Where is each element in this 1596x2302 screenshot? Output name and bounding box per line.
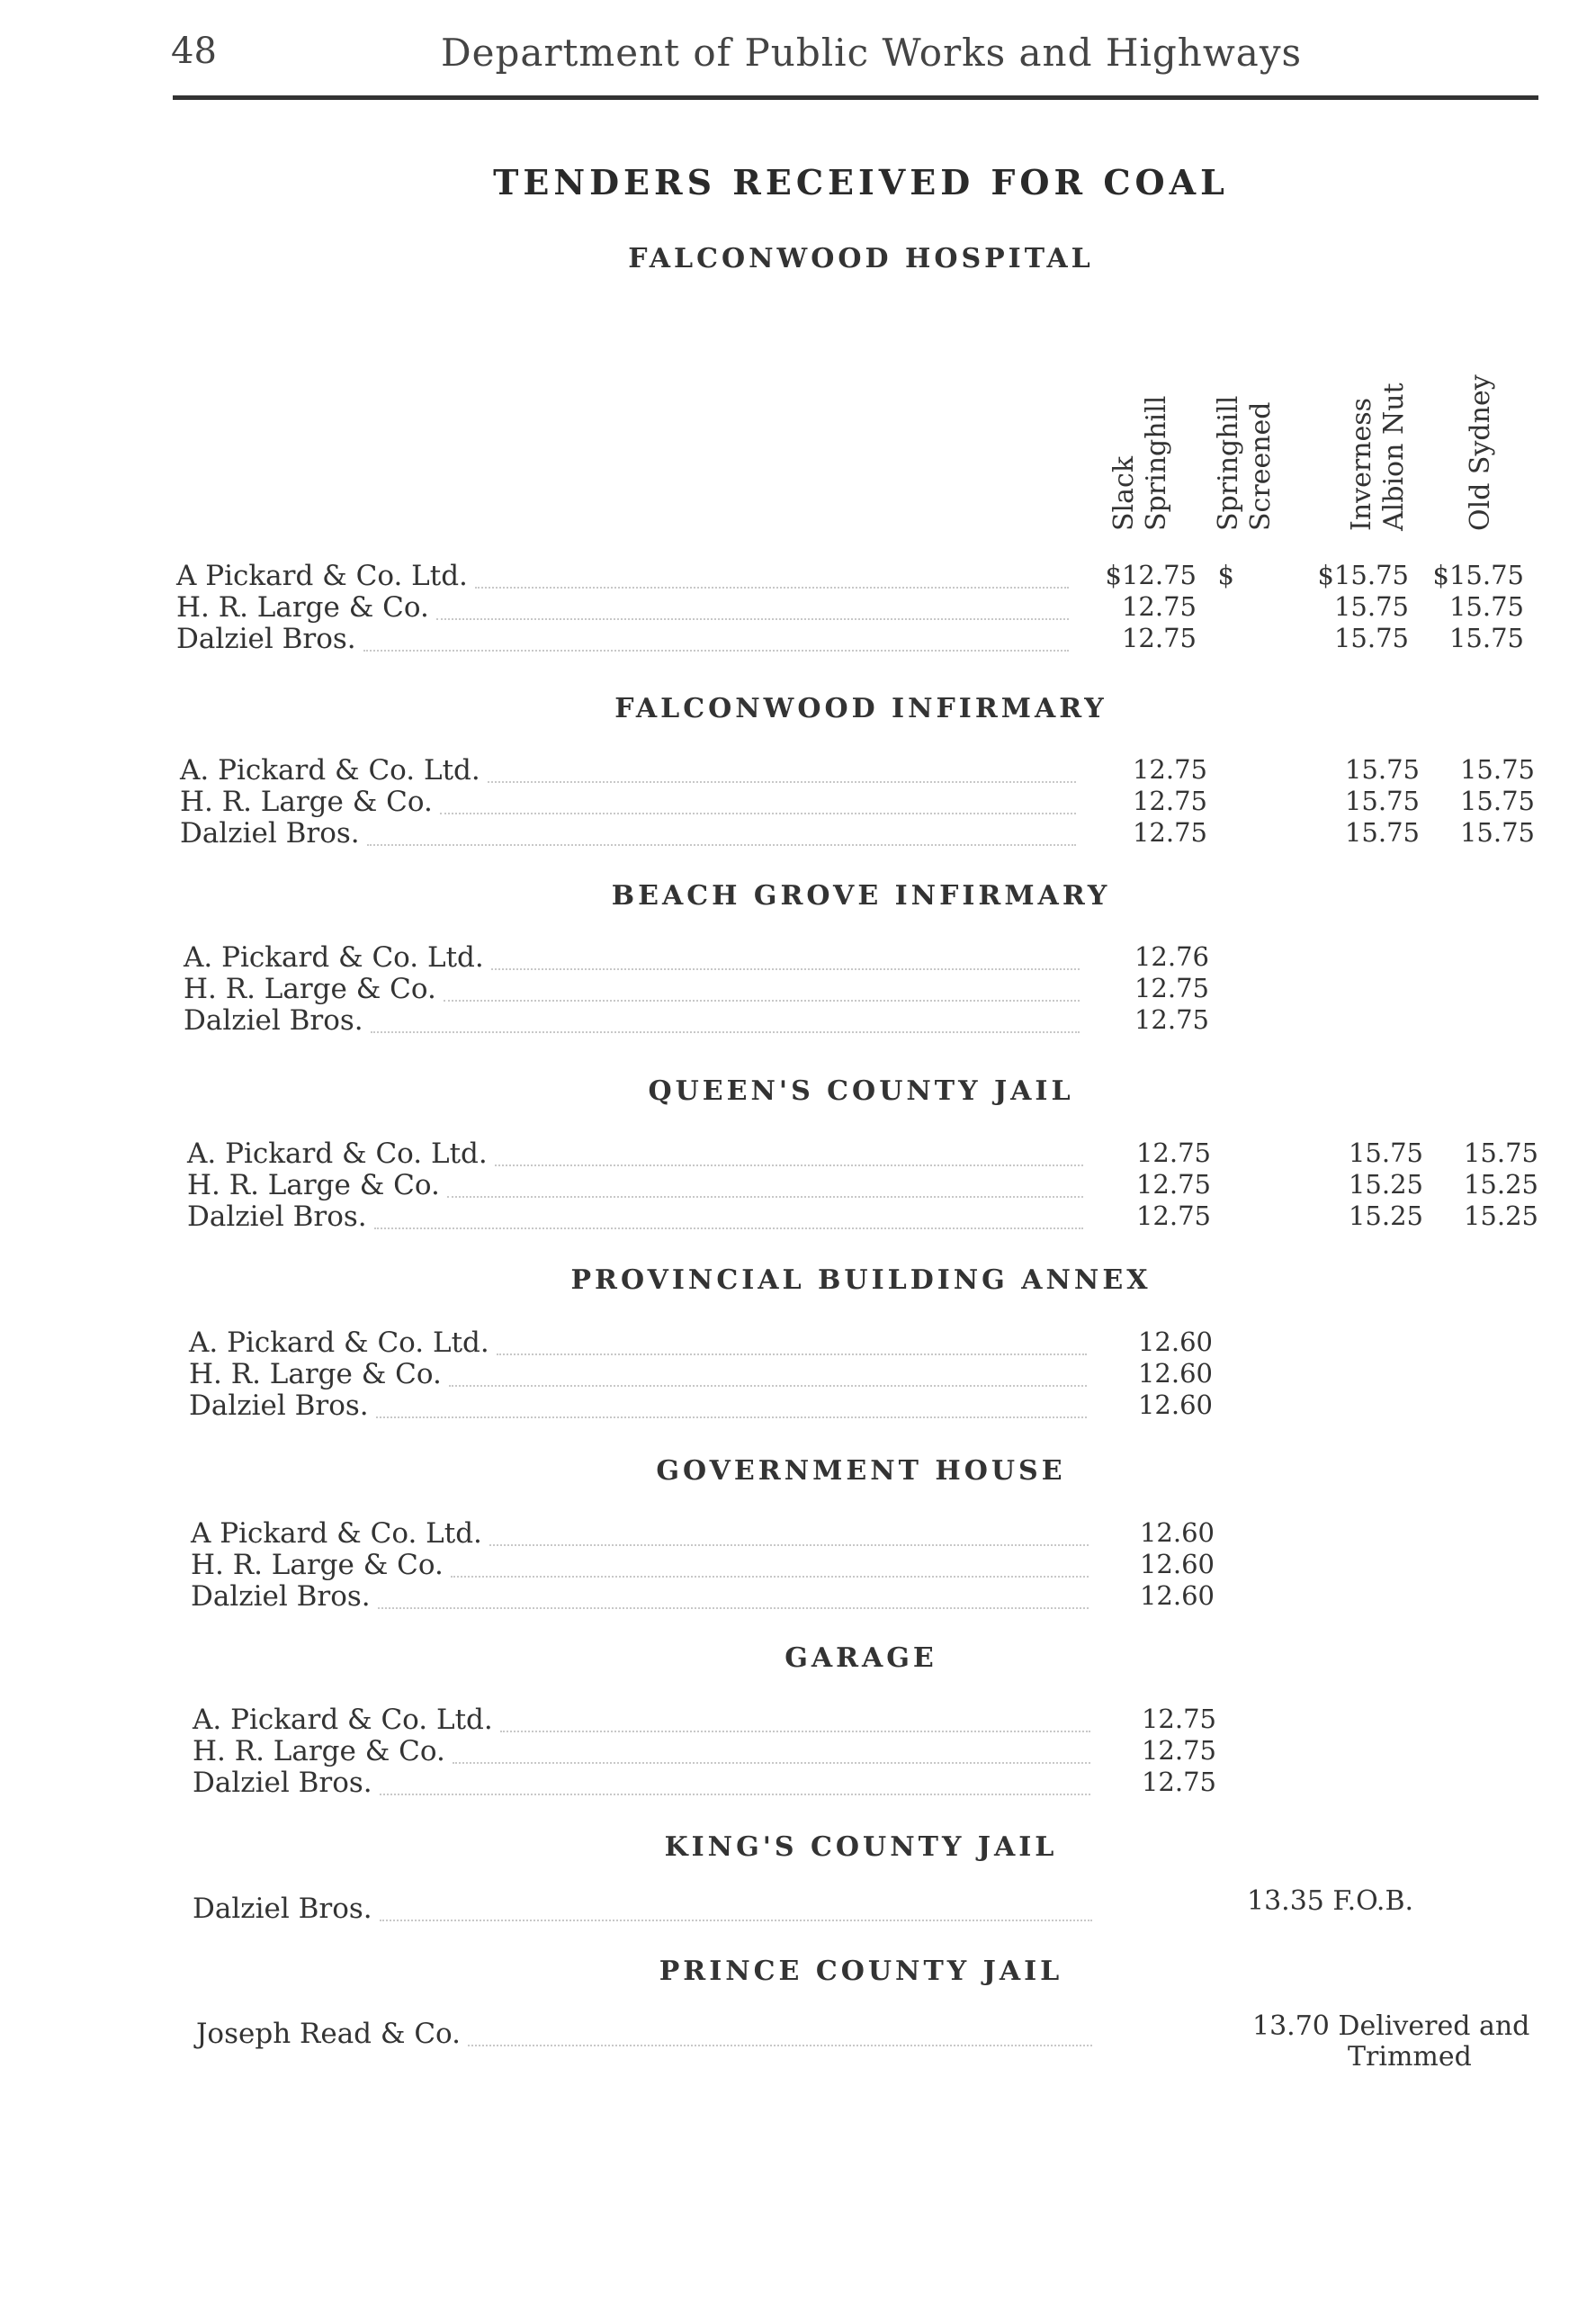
price-slack: 12.60 [1137,1389,1213,1420]
price-note: 13.70 Delivered and [1252,2010,1530,2042]
price-slack: 12.60 [1137,1326,1213,1357]
section-heading: BEACH GROVE INFIRMARY [611,880,1111,912]
price-sydney: 15.75 [1463,1138,1538,1168]
price-slack: 12.75 [1141,1735,1216,1766]
price-slack: 12.76 [1134,941,1209,972]
price-slack: 12.75 [1121,623,1197,653]
price-slack: 12.75 [1141,1704,1216,1734]
price-inverness: 15.25 [1348,1200,1423,1231]
price-slack: 12.75 [1134,973,1209,1003]
section-heading: FALCONWOOD INFIRMARY [614,693,1107,724]
leader-dots [380,1920,1092,1921]
price-note-continued: Trimmed [1348,2041,1472,2073]
leader-dots [495,1164,1083,1166]
price-sydney: $15.75 [1432,560,1524,590]
column-header-line: Albion Nut [1378,382,1410,531]
price-slack: 12.75 [1135,1200,1211,1231]
leader-dots [488,781,1076,783]
price-sydney: 15.25 [1463,1169,1538,1200]
leader-dots [489,1544,1089,1546]
bidder-name: H. R. Large & Co. [193,1735,445,1767]
price-sydney: 15.75 [1459,786,1535,816]
price-inverness: 15.75 [1333,591,1409,622]
leader-dots [371,1031,1080,1033]
bidder-name: H. R. Large & Co. [187,1169,440,1201]
leader-dots [374,1227,1083,1229]
leader-dots [468,2045,1092,2046]
leader-dots [497,1353,1087,1355]
bidder-name: Dalziel Bros. [189,1389,369,1422]
price-inverness: 15.75 [1348,1138,1423,1168]
bidder-name: A. Pickard & Co. Ltd. [180,754,480,787]
bidder-name: A Pickard & Co. Ltd. [191,1517,482,1550]
price-slack: 12.60 [1139,1549,1215,1579]
leader-dots [491,968,1080,970]
price-slack: 12.60 [1137,1358,1213,1389]
column-header-springhill-screened [1213,396,1278,531]
page-title: TENDERS RECEIVED FOR COAL [493,162,1229,202]
price-slack: 12.75 [1141,1767,1216,1797]
bidder-name: H. R. Large & Co. [191,1549,444,1581]
column-header-inverness-albion-nut [1346,382,1411,531]
price-sydney: 15.75 [1448,591,1524,622]
bidder-name: H. R. Large & Co. [189,1358,442,1390]
price-slack: 12.75 [1132,754,1207,785]
column-header-line: Inverness [1346,397,1377,531]
leader-dots [378,1607,1089,1609]
column-header-old-sydney [1465,374,1497,531]
column-header-line: Slack [1108,455,1140,531]
leader-dots [376,1416,1087,1418]
price-inverness: 15.75 [1333,623,1409,653]
bidder-name: A. Pickard & Co. Ltd. [187,1138,488,1170]
column-header-line: Springhill [1213,395,1244,531]
leader-dots [449,1385,1087,1387]
column-header-line: Old Sydney [1465,374,1496,531]
section-heading: QUEEN'S COUNTY JAIL [648,1075,1074,1107]
page-number: 48 [171,31,217,72]
column-header-line: Screened [1245,401,1277,531]
bidder-name: Joseph Read & Co. [196,2018,462,2050]
bidder-name: A. Pickard & Co. Ltd. [189,1326,489,1359]
section-heading: GARAGE [785,1642,937,1674]
price-slack: 12.60 [1139,1517,1215,1548]
leader-dots [363,650,1069,652]
bidder-name: Dalziel Bros. [187,1200,367,1233]
bidder-name: Dalziel Bros. [193,1767,372,1799]
price-slack: 12.75 [1132,786,1207,816]
leader-dots [436,618,1069,620]
section-heading: PRINCE COUNTY JAIL [659,1956,1063,1987]
bidder-name: A. Pickard & Co. Ltd. [184,941,484,974]
running-title: Department of Public Works and Highways [441,31,1303,75]
price-slack: 12.75 [1135,1138,1211,1168]
leader-dots [451,1576,1089,1578]
price-inverness: 15.75 [1344,786,1420,816]
price-sydney: 15.25 [1463,1200,1538,1231]
bidder-name: A Pickard & Co. Ltd. [176,560,468,592]
section-heading: KING'S COUNTY JAIL [664,1831,1058,1863]
leader-dots [475,587,1069,589]
column-header-line: Springhill [1141,395,1172,531]
bidder-name: Dalziel Bros. [193,1893,372,1925]
section-heading: GOVERNMENT HOUSE [656,1455,1066,1487]
leader-dots [500,1731,1090,1732]
leader-dots [380,1794,1090,1795]
bidder-name: Dalziel Bros. [176,623,356,655]
price-sydney: 15.75 [1459,817,1535,848]
price-slack: $12.75 [1105,560,1197,590]
leader-dots [440,813,1076,814]
section-heading: PROVINCIAL BUILDING ANNEX [570,1264,1152,1296]
section-heading: FALCONWOOD HOSPITAL [628,243,1094,274]
leader-dots [444,1000,1080,1002]
bidder-name: Dalziel Bros. [191,1580,371,1613]
bidder-name: Dalziel Bros. [184,1004,363,1037]
bidder-name: A. Pickard & Co. Ltd. [193,1704,493,1736]
leader-dots [367,844,1076,846]
price-slack: 12.75 [1132,817,1207,848]
bidder-name: H. R. Large & Co. [180,786,433,818]
leader-dots [453,1762,1090,1764]
column-header-slack-springhill [1108,396,1173,531]
header-rule [173,95,1538,100]
price-sydney: 15.75 [1459,754,1535,785]
bidder-name: H. R. Large & Co. [184,973,436,1005]
price-inverness: 15.75 [1344,754,1420,785]
price-sydney: 15.75 [1448,623,1524,653]
price-note: 13.35 F.O.B. [1247,1885,1414,1917]
bidder-name: H. R. Large & Co. [176,591,429,624]
price-slack: 12.75 [1121,591,1197,622]
price-inverness: $15.75 [1317,560,1409,590]
price-screened: $ [1217,560,1234,590]
leader-dots [447,1196,1083,1198]
price-inverness: 15.25 [1348,1169,1423,1200]
price-slack: 12.75 [1135,1169,1211,1200]
price-slack: 12.60 [1139,1580,1215,1611]
price-inverness: 15.75 [1344,817,1420,848]
price-slack: 12.75 [1134,1004,1209,1035]
bidder-name: Dalziel Bros. [180,817,360,850]
